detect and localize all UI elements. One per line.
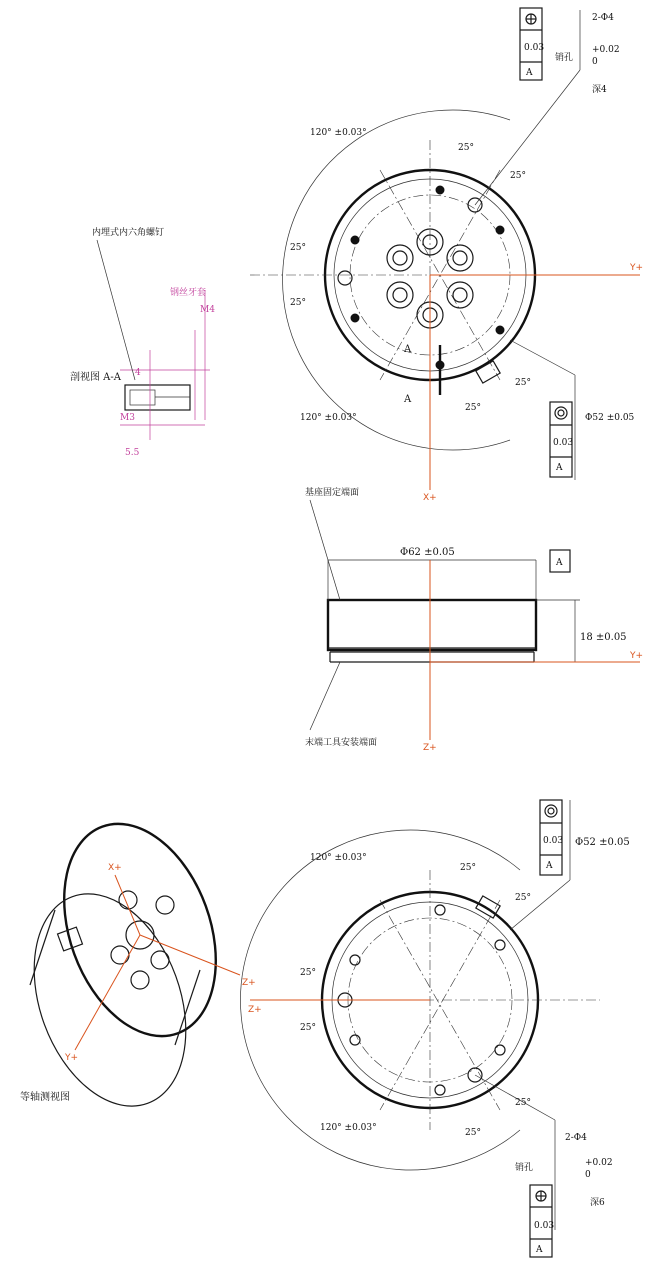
side-datum: A xyxy=(556,558,563,568)
bottom-angle-25-c: 25° xyxy=(300,968,316,978)
hole xyxy=(436,186,444,194)
side-height: 18 ±0.05 xyxy=(580,632,627,643)
top-angle-25-a: 25° xyxy=(458,143,474,153)
top-view xyxy=(250,8,643,503)
bottom-view xyxy=(240,800,629,1257)
top-pin-depth: 深4 xyxy=(592,85,607,95)
side-diameter: Φ62 ±0.05 xyxy=(400,547,455,558)
top-pin-tol-lower: 0 xyxy=(592,57,598,67)
bottom-position-tol-frame xyxy=(530,1185,554,1257)
bottom-angle-25-b: 25° xyxy=(515,893,531,903)
bottom-pin-label: 销孔 xyxy=(515,1163,534,1173)
bottom-angle-25-e: 25° xyxy=(515,1098,531,1108)
section-body xyxy=(125,385,190,410)
bottom-coax-tol-value: 0.03 xyxy=(543,836,564,846)
side-body xyxy=(328,600,536,650)
top-angle-25-c: 25° xyxy=(290,243,306,253)
bottom-angle-120-a: 120° ±0.03° xyxy=(310,853,367,863)
top-coax-tol-frame xyxy=(550,402,573,477)
side-bottom-face-label: 末端工具安装端面 xyxy=(305,738,378,748)
bottom-pin-depth: 深6 xyxy=(590,1198,605,1208)
bottom-axis-z: Z+ xyxy=(248,1005,262,1015)
top-pin-label: 销孔 xyxy=(555,53,574,63)
top-angle-25-d: 25° xyxy=(290,298,306,308)
iso-axis-y: Y+ xyxy=(65,1053,79,1063)
iso-axis-z: Z+ xyxy=(242,978,256,988)
section-d55: 5.5 xyxy=(125,448,140,458)
side-top-face-label: 基座固定端面 xyxy=(305,488,360,498)
hole xyxy=(496,326,504,334)
iso-title: 等轴测视图 xyxy=(20,1092,70,1103)
section-title: 剖视图 A-A xyxy=(70,372,122,383)
top-angle-25-f: 25° xyxy=(465,403,481,413)
top-angle-120-a: 120° ±0.03° xyxy=(310,128,367,138)
bottom-circle-dia: Φ52 ±0.05 xyxy=(575,837,630,848)
hole xyxy=(496,226,504,234)
top-angle-120-b: 120° ±0.03° xyxy=(300,413,357,423)
bottom-angle-25-f: 25° xyxy=(465,1128,481,1138)
top-angle-25-b: 25° xyxy=(510,171,526,181)
bottom-pos-tol-datum: A xyxy=(536,1245,543,1255)
section-m4: M4 xyxy=(200,305,215,315)
top-axis-y: Y+ xyxy=(630,263,644,273)
hole xyxy=(350,955,360,965)
top-view-angle-arc xyxy=(283,110,510,450)
bottom-coax-tol-datum: A xyxy=(546,861,553,871)
iso-axis-x: X+ xyxy=(108,863,122,873)
top-pin-tol-upper: +0.02 xyxy=(592,45,620,55)
side-view xyxy=(305,486,643,753)
bottom-pin-tol-upper: +0.02 xyxy=(585,1158,613,1168)
section-view xyxy=(70,226,215,458)
section-m3: M3 xyxy=(120,413,135,423)
top-axis-x: X+ xyxy=(423,493,437,503)
svg-text:A: A xyxy=(404,394,412,405)
top-position-tol-frame xyxy=(520,8,544,80)
side-axis-y: Y+ xyxy=(630,651,644,661)
bottom-pin-callout: 2-Φ4 xyxy=(565,1133,587,1143)
hole xyxy=(435,905,445,915)
section-insert-label: 钢丝牙套 xyxy=(170,288,207,298)
bottom-pos-tol-value: 0.03 xyxy=(534,1221,555,1231)
connector xyxy=(476,361,500,383)
hole xyxy=(435,1085,445,1095)
bottom-coax-tol-frame xyxy=(540,800,563,875)
bottom-pin-tol-lower: 0 xyxy=(585,1170,591,1180)
bottom-angle-120-b: 120° ±0.03° xyxy=(320,1123,377,1133)
top-pos-tol-value: 0.03 xyxy=(524,43,545,53)
iso-view xyxy=(7,803,256,1128)
top-pin-callout: 2-Φ4 xyxy=(592,13,614,23)
top-coax-tol-datum: A xyxy=(556,463,563,473)
section-d4: 4 xyxy=(135,368,141,378)
hole xyxy=(495,1045,505,1055)
top-angle-25-e: 25° xyxy=(515,378,531,388)
side-axis-z: Z+ xyxy=(423,743,437,753)
hole xyxy=(495,940,505,950)
top-pos-tol-datum: A xyxy=(526,68,533,78)
bottom-angle-25-a: 25° xyxy=(460,863,476,873)
hole xyxy=(351,236,359,244)
bottom-angle-25-d: 25° xyxy=(300,1023,316,1033)
top-circle-dia: Φ52 ±0.05 xyxy=(585,413,635,423)
hole xyxy=(350,1035,360,1045)
svg-text:A: A xyxy=(404,344,412,355)
hole xyxy=(351,314,359,322)
section-screw-label: 内埋式内六角螺钉 xyxy=(92,228,165,238)
top-coax-tol-value: 0.03 xyxy=(553,438,574,448)
